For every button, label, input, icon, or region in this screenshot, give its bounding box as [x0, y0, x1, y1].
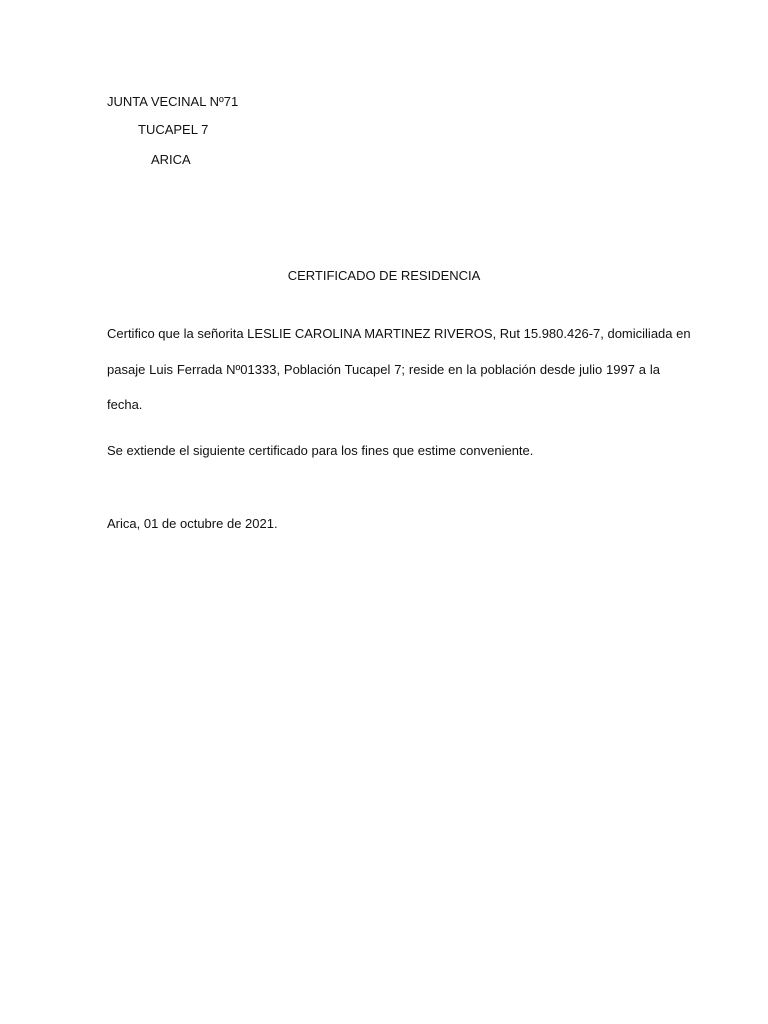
header-city: ARICA	[151, 152, 191, 167]
body-text-line: fecha.	[107, 397, 143, 412]
header-organization: JUNTA VECINAL Nº71	[107, 94, 239, 109]
date-line: Arica, 01 de octubre de 2021.	[107, 516, 278, 531]
header-sector: TUCAPEL 7	[138, 122, 209, 137]
statement-text: Se extiende el siguiente certificado para los fines que estime conveniente.	[107, 443, 534, 458]
body-text-line: pasaje Luis Ferrada Nº01333, Población Tucapel 7; reside en la población desde julio 1997 a la	[107, 362, 660, 377]
document-title: CERTIFICADO DE RESIDENCIA	[287, 268, 481, 283]
body-text-line: Certifico que la señorita LESLIE CAROLINA MARTINEZ RIVEROS, Rut 15.980.426-7, domiciliada en	[107, 326, 691, 341]
